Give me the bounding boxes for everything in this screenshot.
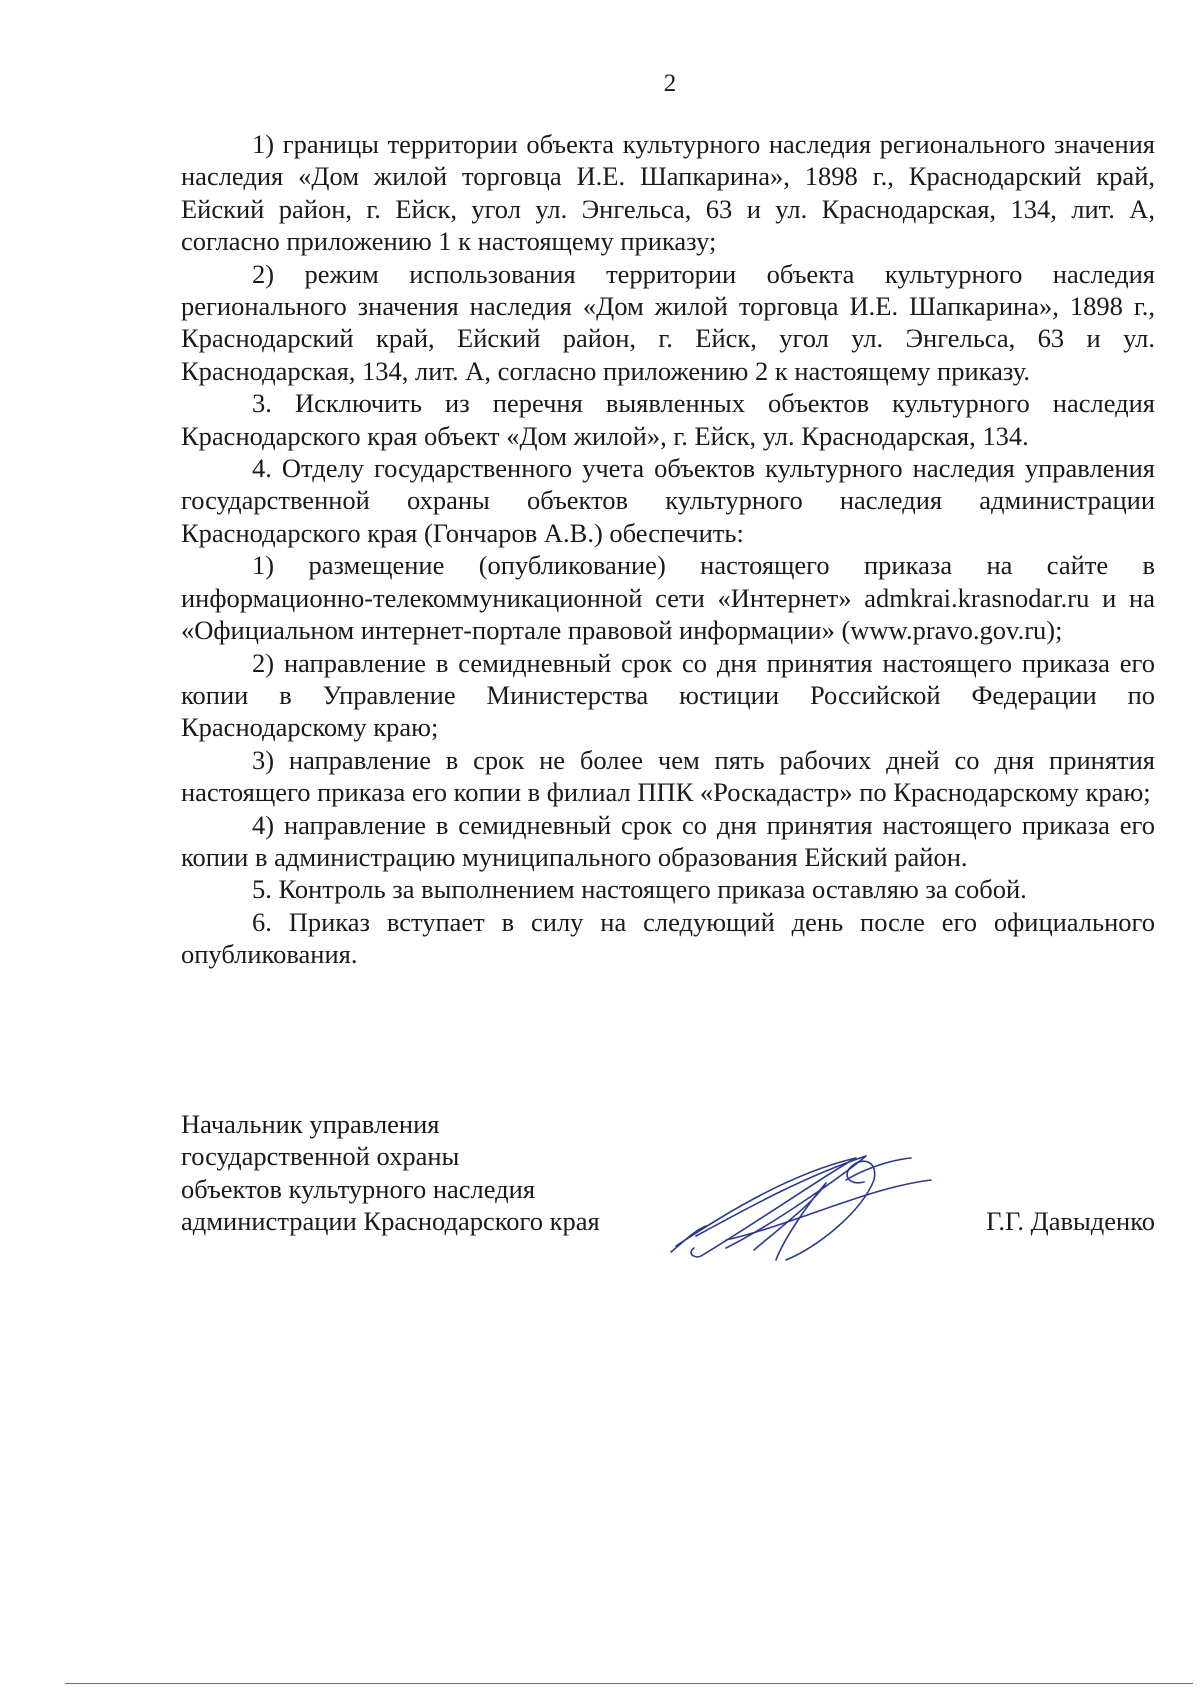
paragraph-territory-usage-regime: 2) режим использования территории объекта культурного наследия регионального значения наследия «Дом жилой торговца И.Е. Шапкарина», 1898 г., Краснодарский край, Ейский район, г. Ейск, угол ул. Энгельса, 63 и ул. Краснодарская, 134, лит. А, согласно приложению 2 к настоящему приказу.	[181, 258, 1155, 386]
signature-block	[181, 1108, 1155, 1268]
signer-name: Г.Г. Давыденко	[986, 1206, 1155, 1236]
paragraph-roskadastr: 3) направление в срок не более чем пять рабочих дней со дня принятия настоящего приказа его копии в филиал ППК «Роскадастр» по Краснодарскому краю;	[181, 744, 1155, 808]
document-body	[181, 128, 1155, 971]
paragraph-publication: 1) размещение (опубликование) настоящего приказа на сайте в информационно-телекоммуникационной сети «Интернет» admkrai.krasnodar.ru и на «Официальном интернет-портале правовой информации» (www.pravo.gov.ru);	[181, 550, 1155, 646]
bottom-edge-line	[65, 1683, 1193, 1684]
paragraph-control: 5. Контроль за выполнением настоящего приказа оставляю за собой.	[252, 874, 1027, 905]
paragraph-department-duties: 4. Отделу государственного учета объектов культурного наследия управления государственной охраны объектов культурного наследия администрации Краснодарского края (Гончаров А.В.) обеспечить:	[181, 453, 1155, 548]
paragraph-exclude-object: 3. Исключить из перечня выявленных объектов культурного наследия Краснодарского края объект «Дом жилой», г. Ейск, ул. Краснодарская, 134.	[181, 388, 1155, 451]
signer-title-line: администрации Краснодарского края	[181, 1206, 600, 1237]
paragraph-ministry-of-justice: 2) направление в семидневный срок со дня принятия настоящего приказа его копии в Управление Министерства юстиции Российской Федерации по Краснодарскому краю;	[181, 647, 1155, 743]
paragraph-territory-boundaries: 1) границы территории объекта культурного наследия регионального значения наследия «Дом жилой торговца И.Е. Шапкарина», 1898 г., Краснодарский край, Ейский район, г. Ейск, угол ул. Энгельса, 63 и ул. Краснодарская, 134, лит. А, согласно приложению 1 к настоящему приказу;	[181, 129, 1155, 257]
signer-title-line: государственной охраны	[181, 1141, 460, 1172]
handwritten-signature	[666, 1128, 956, 1268]
signer-title-line: объектов культурного наследия	[181, 1173, 536, 1204]
paragraph-entry-into-force: 6. Приказ вступает в силу на следующий день после его официального опубликования.	[181, 906, 1155, 970]
paragraph-municipal-administration: 4) направление в семидневный срок со дня принятия настоящего приказа его копии в администрацию муниципального образования Ейский район.	[181, 809, 1155, 872]
page-number: 2	[663, 70, 677, 97]
signer-title-line: Начальник управления	[181, 1109, 440, 1139]
